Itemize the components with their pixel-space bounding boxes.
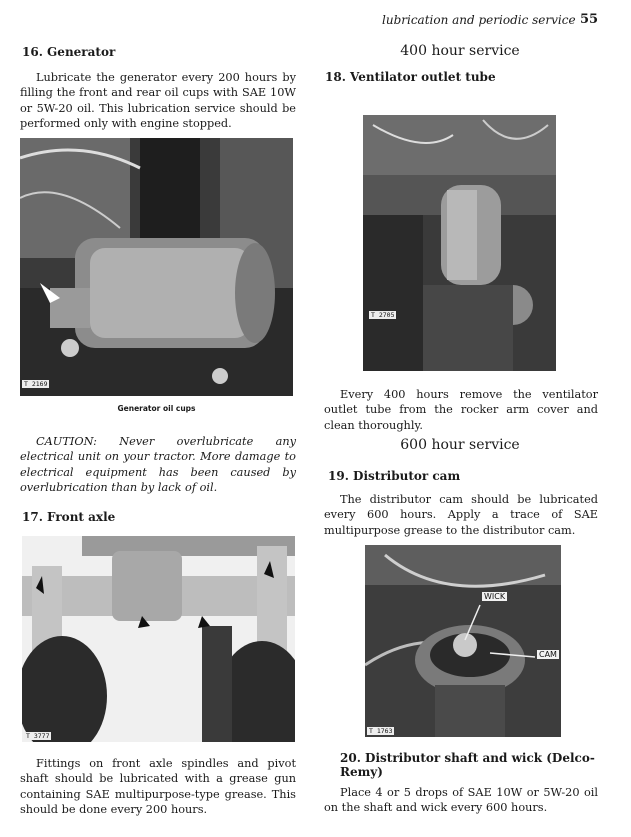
running-head: lubrication and periodic service bbox=[382, 13, 576, 27]
ventilator-photo bbox=[363, 115, 556, 371]
photo-reference-number: T 2705 bbox=[371, 311, 395, 319]
front-axle-illustration bbox=[22, 536, 295, 742]
caution-note: CAUTION: Never overlubricate any electrical unit on your tractor. More damage to electrical equipment has been caused by overlubrication than by lack of oil. bbox=[20, 435, 296, 494]
service-600-heading: 600 hour service bbox=[400, 437, 520, 453]
photo-reference-number: T 2169 bbox=[24, 380, 48, 388]
distributor-shaft-paragraph: Place 4 or 5 drops of SAE 10W or 5W-20 oil on the shaft and wick every 600 hours. bbox=[324, 786, 598, 815]
photo-reference-number: T 1763 bbox=[369, 727, 393, 735]
cam-label: CAM bbox=[539, 650, 557, 659]
generator-photo bbox=[20, 138, 293, 396]
distributor-photo bbox=[365, 545, 561, 737]
generator-caption: Generator oil cups bbox=[117, 404, 196, 413]
photo-reference-number: T 3777 bbox=[26, 732, 50, 740]
ventilator-heading: 18. Ventilator outlet tube bbox=[325, 70, 496, 84]
page-number: 55 bbox=[580, 12, 599, 27]
front-axle-photo bbox=[22, 536, 295, 742]
wick-label: WICK bbox=[484, 592, 506, 601]
axle-paragraph: Fittings on front axle spindles and pivot shaft should be lubricated with a grease gun containing SAE multipurpose-type grease. This should be done every 200 hours. bbox=[20, 757, 296, 816]
distributor-illustration bbox=[365, 545, 561, 737]
distributor-shaft-heading: 20. Distributor shaft and wick (Delco-Remy) bbox=[340, 751, 595, 779]
generator-heading: 16. Generator bbox=[22, 45, 116, 59]
service-400-heading: 400 hour service bbox=[400, 43, 520, 59]
distributor-cam-heading: 19. Distributor cam bbox=[328, 469, 461, 483]
ventilator-paragraph: Every 400 hours remove the ventilator outlet tube from the rocker arm cover and clean thoroughly. bbox=[324, 388, 598, 432]
generator-paragraph: Lubricate the generator every 200 hours by filling the front and rear oil cups with SAE 10W or 5W-20 oil. This lubrication service should be performed only with engine stopped. bbox=[20, 71, 296, 130]
generator-illustration bbox=[20, 138, 293, 396]
ventilator-illustration bbox=[363, 115, 556, 371]
distributor-cam-paragraph: The distributor cam should be lubricated every 600 hours. Apply a trace of SAE multipurpose grease to the distributor cam. bbox=[324, 493, 598, 537]
axle-heading: 17. Front axle bbox=[22, 510, 116, 524]
